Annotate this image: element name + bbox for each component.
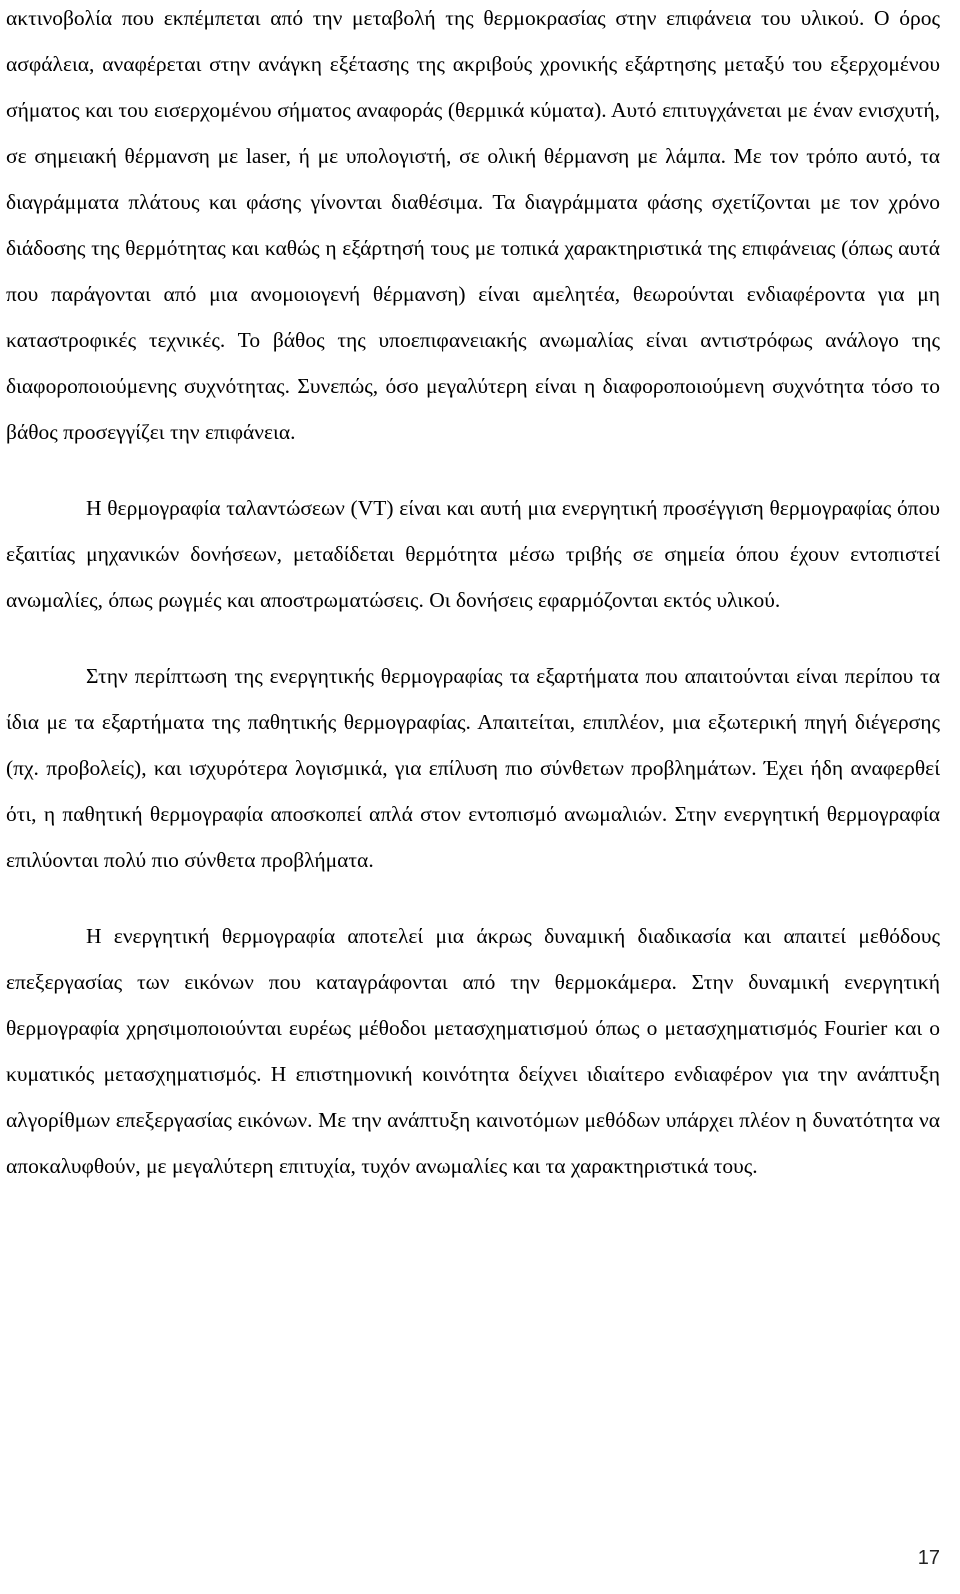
page-number: 17 [917, 1547, 940, 1569]
paragraph-spacing [6, 623, 940, 653]
body-paragraph: Η θερμογραφία ταλαντώσεων (VT) είναι και αυτή μια ενεργητική προσέγγιση θερμογραφίας όπου εξαιτίας μηχανικών δονήσεων, μεταδίδεται θερμότητα μέσω τριβής σε σημεία όπου έχουν εντοπιστεί ανωμαλίες, όπως ρωγμές και αποστρωματώσεις. Οι δονήσεις εφαρμόζονται εκτός υλικού. [6, 496, 940, 612]
body-paragraph: Η ενεργητική θερμογραφία αποτελεί μια άκρως δυναμική διαδικασία και απαιτεί μεθόδους επεξεργασίας των εικόνων που καταγράφονται από την θερμοκάμερα. Στην δυναμική ενεργητική θερμογραφία χρησιμοποιούνται ευρέως μέθοδοι μετασχηματισμού όπως ο μετασχηματισμός Fourier και ο κυματικός μετασχηματισμός. Η επιστημονική κοινότητα δείχνει ιδιαίτερο ενδιαφέρον για την ανάπτυξη αλγορίθμων επεξεργασίας εικόνων. Με την ανάπτυξη καινοτόμων μεθόδων υπάρχει πλέον η δυνατότητα να αποκαλυφθούν, με μεγαλύτερη επιτυχία, τυχόν ανωμαλίες και τα χαρακτηριστικά τους. [6, 924, 940, 1178]
body-paragraph: ακτινοβολία που εκπέμπεται από την μεταβολή της θερμοκρασίας στην επιφάνεια του υλικού. Ο όρος ασφάλεια, αναφέρεται στην ανάγκη εξέτασης της ακριβούς χρονικής εξάρτησης μεταξύ του εξερχομένου σήματος και του εισερχομένου σήματος αναφοράς (θερμικά κύματα). Αυτό επιτυγχάνεται με έναν ενισχυτή, σε σημειακή θέρμανση με laser, ή με υπολογιστή, σε ολική θέρμανση με λάμπα. Με τον τρόπο αυτό, τα διαγράμματα πλάτους και φάσης γίνονται διαθέσιμα. Τα διαγράμματα φάσης σχετίζονται με τον χρόνο διάδοσης της θερμότητας και καθώς η εξάρτησή τους με τοπικά χαρακτηριστικά της επιφάνειας (όπως αυτά που παράγονται από μια ανομοιογενή θέρμανση) είναι αμελητέα, θεωρούνται ενδιαφέροντα για μη καταστροφικές τεχνικές. Το βάθος της υποεπιφανειακής ανωμαλίας είναι αντιστρόφως ανάλογο της διαφοροποιούμενης συχνότητας. Συνεπώς, όσο μεγαλύτερη είναι η διαφοροποιούμενη συχνότητα τόσο το βάθος προσεγγίζει την επιφάνεια. [6, 6, 940, 444]
document-page [6, 0, 940, 1189]
paragraph-spacing [6, 883, 940, 913]
paragraph-spacing [6, 455, 940, 485]
body-paragraph: Στην περίπτωση της ενεργητικής θερμογραφίας τα εξαρτήματα που απαιτούνται είναι περίπου τα ίδια με τα εξαρτήματα της παθητικής θερμογραφίας. Απαιτείται, επιπλέον, μια εξωτερική πηγή διέγερσης (πχ. προβολείς), και ισχυρότερα λογισμικά, για επίλυση πιο σύνθετων προβλημάτων. Έχει ήδη αναφερθεί ότι, η παθητική θερμογραφία αποσκοπεί απλά στον εντοπισμό ανωμαλιών. Στην ενεργητική θερμογραφία επιλύονται πολύ πιο σύνθετα προβλήματα. [6, 664, 940, 872]
